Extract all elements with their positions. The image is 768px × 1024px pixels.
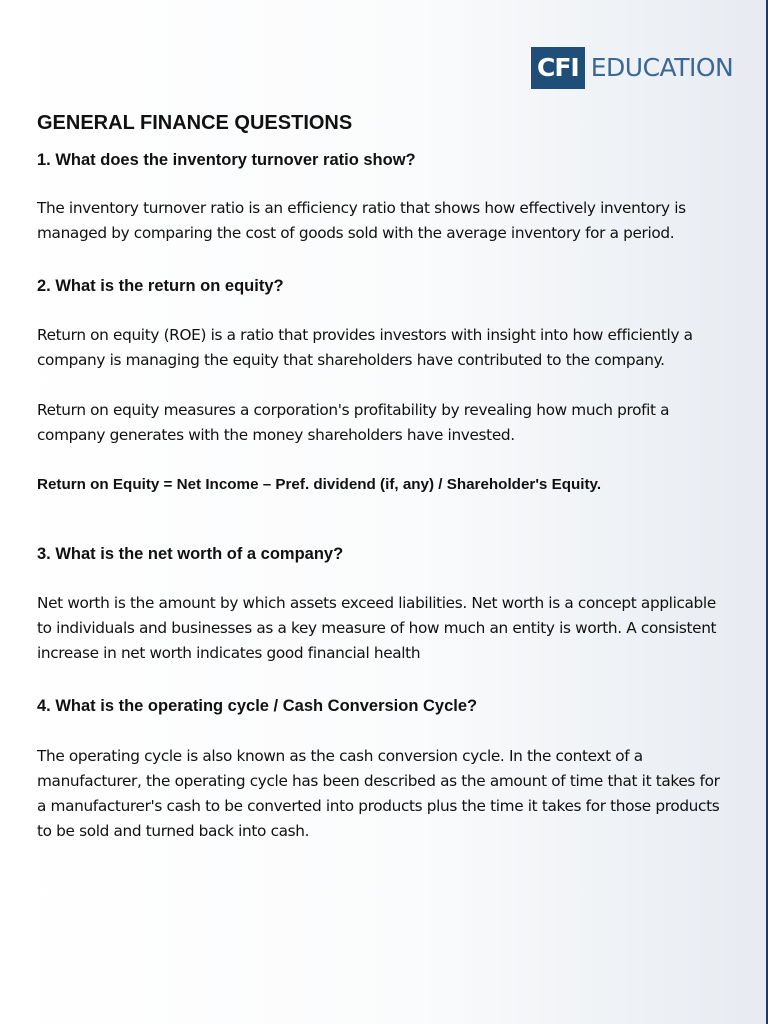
- answer-2-paragraph-2: Return on equity measures a corporation's profitability by revealing how much profit a company generates with the money shareholders have invested.: [37, 401, 670, 444]
- answer-2-paragraph-1: Return on equity (ROE) is a ratio that provides investors with insight into how efficiently a company is managing the equity that shareholders have contributed to the company.: [37, 326, 693, 369]
- education-logo-text: EDUCATION: [590, 53, 734, 82]
- question-4: 4. What is the operating cycle / Cash Conversion Cycle?: [37, 697, 478, 715]
- cfi-logo-mark: CFI: [531, 47, 585, 89]
- answer-3: Net worth is the amount by which assets exceed liabilities. Net worth is a concept applicable to individuals and businesses as a key measure of how much an entity is worth. A consistent increase in net worth indicates good financial health: [37, 594, 717, 662]
- roe-formula: Return on Equity = Net Income – Pref. dividend (if, any) / Shareholder's Equity.: [37, 476, 602, 493]
- question-2: 2. What is the return on equity?: [37, 277, 284, 295]
- answer-1: The inventory turnover ratio is an efficiency ratio that shows how effectively inventory is managed by comparing the cost of goods sold with the average inventory for a period.: [37, 199, 686, 242]
- answer-4: The operating cycle is also known as the cash conversion cycle. In the context of a manufacturer, the operating cycle has been described as the amount of time that it takes for a manufacturer's cash to be converted into products plus the time it takes for those products to be sold and turned back into cash.: [37, 747, 720, 840]
- question-1: 1. What does the inventory turnover ratio show?: [37, 151, 416, 169]
- document-content: [37, 110, 727, 844]
- cfi-education-logo: [531, 47, 733, 89]
- document-title: GENERAL FINANCE QUESTIONS: [37, 112, 353, 134]
- question-3: 3. What is the net worth of a company?: [37, 545, 344, 563]
